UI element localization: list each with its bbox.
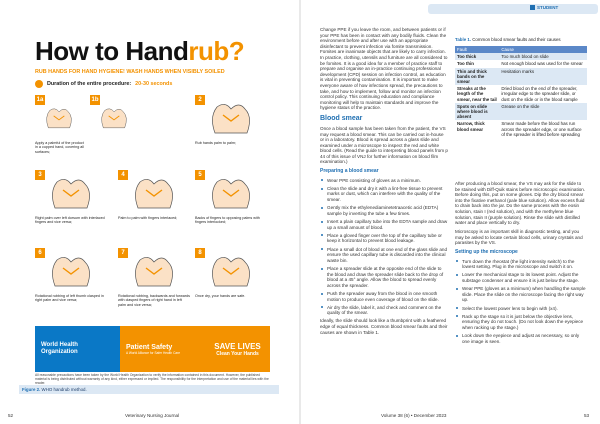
duration-line: [35, 80, 172, 88]
list-item: Insert a plain capillary tube into the EDTA sample and draw up a small amount of blood.: [320, 219, 448, 230]
body-paragraph: Microscopy is an important skill in diagnostic testing, and you may be asked to locate certain blood cells, urinary crystals and parasites by the VS.: [455, 229, 583, 246]
list-item: Air dry the slide, label it, and check and comment on the quality of the smear.: [320, 305, 448, 316]
step-number: 4: [118, 170, 128, 180]
list-item: Place a spreader slide at the opposite end of the slide to the blood and draw the spreader slide back to the drop of blood at a 45° angle. Allow the blood to spread evenly across the spreader.: [320, 266, 448, 288]
microscope-heading: Setting up the microscope: [455, 249, 518, 256]
step-number: 6: [35, 248, 45, 258]
step-caption: Rotational rubbing, backwards and forwards with clasped fingers of right hand in left palm and vice versa;: [118, 294, 190, 307]
section-tab: [428, 4, 598, 14]
blood-smear-intro: Once a blood sample has been taken from the patient, the VS may request a blood smear. This can be carried out in-house or in a laboratory. Blood is spread across a glass slide and examined under a microscope to inspect the red and white blood cells. (Read the guide to interpreting blood panels from p 44 of this issue of VNJ for further information on blood film examination.): [320, 125, 448, 165]
cause-cell: Smear made before the blood has run across the spreader edge, or one surface of the spreader is lifted before spreading: [499, 120, 587, 138]
hand-illustration-icon: [118, 170, 190, 215]
cause-cell: Hesitation marks: [499, 68, 587, 86]
list-item: Place a small dot of blood at one end of the glass slide and ensure the used capillary tube is discarded into the clinical waste bin.: [320, 247, 448, 264]
hand-illustration-icon: [35, 248, 107, 293]
step-number: 1b: [91, 97, 99, 103]
list-item: Wear PPE consisting of gloves as a minimum.: [320, 178, 448, 184]
figure-caption: [19, 385, 279, 394]
table-header-cell: Cause: [499, 46, 587, 53]
fault-cell: Too thin: [455, 60, 499, 67]
cause-cell: Too much blood on slide: [499, 53, 587, 60]
step-caption: Rotational rubbing of left thumb clasped in right palm and vice versa;: [35, 294, 104, 303]
who-banner: [35, 326, 270, 372]
step-number: 2: [195, 95, 205, 105]
list-item: Lower the mechanical stage to its lowest point. Adjust the substage condenser and ensure it is just below the stage.: [455, 272, 587, 283]
step-caption: Rub hands palm to palm;: [195, 141, 236, 145]
right-page-number: 53: [584, 413, 590, 418]
handrub-step: [118, 248, 190, 307]
figure-caption-text: WHO handrub method.: [41, 387, 87, 392]
table-row: [455, 53, 587, 60]
blood-smear-heading: Blood smear: [320, 114, 363, 122]
hand-illustration-icon: [35, 95, 83, 140]
step-number: 5: [195, 170, 205, 180]
table-row: [455, 68, 587, 86]
step-number: 1a: [36, 97, 44, 103]
step-caption: Right palm over left dorsum with interlaced fingers and vice versa;: [35, 216, 105, 225]
cause-cell: Grease on the slide: [499, 103, 587, 121]
blood-smear-faults-table: [455, 46, 587, 138]
step-caption: Backs of fingers to opposing palms with fingers interlocked;: [195, 216, 260, 225]
table-header-row: [455, 46, 587, 53]
duration-value: 20-30 seconds: [135, 81, 173, 87]
step-caption: Apply a palmful of the product in a cupped hand, covering all surfaces;: [35, 141, 84, 154]
body-paragraph: Change PPE if you leave the room, and between patients or if your PPE has been in contact with any bodily fluids. Clean the environment before and after use with an appropriate disinfectant to prevent infection via fomite transmission. Fomites are inanimate objects that are likely to carry infection. In practice, clothing, utensils and furniture are all considered to be fomites. It is a good idea for a member of practice staff to prepare and organise an in-practice continuing professional development (CPD) session on infection control, as education is vital in preventing contamination. It is important to make everyone aware of how infections spread, the precautions to take, and how to implement, follow and monitor an infection control policy. This continuing education and compliance monitoring will help to maintain standards and improve the hygiene status of the practice.: [320, 27, 448, 111]
step-caption: Palm to palm with fingers interlaced;: [118, 216, 178, 220]
table-caption-title: Common blood smear faults and their causes: [472, 37, 561, 42]
left-page: [0, 0, 299, 424]
step-number: 7: [118, 248, 128, 258]
student-icon: [530, 5, 535, 10]
closing-paragraph: Ideally, the slide should look like a thumbprint with a feathered edge of equal thickness. Common blood smear faults and their causes are shown in Table 1.: [320, 318, 448, 335]
student-label: STUDENT: [537, 5, 559, 10]
list-item: Turn down the rheostat (the light intensity switch) to the lowest setting. Plug in the microscope and switch it on.: [455, 259, 587, 270]
handrub-step: [35, 95, 87, 154]
hand-illustration-icon: [90, 95, 138, 140]
right-folio-date: Volume 38 (6) • December 2023: [381, 413, 447, 418]
step-number: 3: [35, 170, 45, 180]
cause-cell: Dried blood on the end of the spreader, irregular edge to the spreader slide, or dust on the slide or in the blood sample: [499, 85, 587, 103]
table-row: [455, 60, 587, 67]
handrub-step: [118, 170, 190, 220]
left-journal-name: Veterinary Nursing Journal: [125, 413, 180, 418]
fault-cell: Thin and thick bands on the smear: [455, 68, 499, 86]
left-page-number: 52: [8, 413, 14, 418]
preparing-heading: Preparing a blood smear: [320, 168, 379, 175]
figure-caption-label: Figure 2.: [22, 387, 41, 392]
fault-cell: Narrow, thick blood smear: [455, 120, 499, 138]
hand-illustration-icon: [35, 170, 107, 215]
preparing-steps-list: [320, 178, 448, 316]
poster-title-accent: rub?: [188, 36, 245, 66]
list-item: Clean the slide and dry it with a lint-free tissue to prevent marks or dust, which can interfere with the quality of the smear.: [320, 186, 448, 203]
list-item: Select the lowest power lens to begin with (x4).: [455, 306, 587, 312]
step-caption: Once dry, your hands are safe.: [195, 294, 246, 298]
hand-illustration-icon: [118, 248, 190, 293]
who-logo-text: World Health Organization: [35, 326, 120, 372]
left-text-column: [320, 27, 448, 339]
patient-safety-subtitle: A World Alliance for Safer Health Care: [126, 350, 180, 355]
clean-hands-subtitle: Clean Your Hands: [216, 350, 259, 357]
step-number: 8: [195, 248, 205, 258]
handrub-step: [35, 248, 107, 303]
right-text-column: [455, 181, 587, 347]
table-caption-label: Table 1.: [455, 37, 472, 42]
clock-icon: [35, 80, 43, 88]
hand-illustration-icon: [195, 248, 267, 293]
table-header-cell: Fault: [455, 46, 499, 53]
list-item: Gently mix the ethylenediaminetetraacetic acid (EDTA) sample by inverting the tube a few times.: [320, 205, 448, 216]
handrub-step: [195, 248, 267, 298]
table-row: [455, 103, 587, 121]
save-lives-title: SAVE LIVES: [214, 341, 261, 351]
handrub-step: [195, 170, 267, 225]
poster-fine-print: All reasonable precautions have been taken by the World Health Organization to verify the information contained in this document. However, the published material is being distributed without warranty of any kind, either expressed or implied. The responsibility for the interpretation and use of the material lies with the reader.: [35, 373, 269, 385]
poster-title: [35, 36, 244, 67]
patient-safety-block: [120, 326, 205, 372]
hand-illustration-icon: [195, 170, 267, 215]
table-row: [455, 120, 587, 138]
poster-title-main: How to Hand: [35, 36, 189, 66]
section-tab-label: [530, 5, 558, 10]
fault-cell: Spots on slide where blood is absent: [455, 103, 499, 121]
fault-cell: Streaks at the length of the smear, near the tail: [455, 85, 499, 103]
body-paragraph: After producing a blood smear, the VS may ask for the slide to be stained with Diff-Quik stains before microscopic examination. Before doing this, put on some gloves. Dip the dry blood smear into the fixative methanol (pale blue solution). Allow excess fluid to drain back into the jar. Do the same process with the eosin solution, stain I (red solution), and with the methylene blue solution, stain II (purple solution). Rinse the slide with distilled water and place vertically to dry.: [455, 181, 586, 226]
cause-cell: Not enough blood was used for the smear: [499, 60, 587, 67]
patient-safety-title: Patient Safety: [126, 343, 173, 351]
table-caption: [455, 37, 587, 42]
handrub-step: [90, 95, 140, 141]
list-item: Wear PPE (gloves as a minimum) when handling the sample slide. Place the slide on the microscope facing the right way up.: [455, 286, 587, 303]
list-item: Rack up the stage so it is just below the objective lens, ensuring they do not touch. (Do not look down the eyepiece when racking up the stage.): [455, 314, 587, 331]
duration-label: Duration of the entire procedure:: [47, 81, 132, 87]
microscope-steps-list: [455, 259, 587, 345]
list-item: Look down the eyepiece and adjust as necessary, so only one image is seen.: [455, 333, 587, 344]
fault-cell: Too thick: [455, 53, 499, 60]
list-item: Push the spreader away from the blood in one smooth motion to produce even coverage of blood on the slide.: [320, 291, 448, 302]
poster-subtitle: RUB HANDS FOR HAND HYGIENE! WASH HANDS WHEN VISIBLY SOILED: [35, 69, 225, 75]
list-item: Place a gloved finger over the top of the capillary tube or keep it horizontal to prevent blood leakage.: [320, 233, 448, 244]
save-lives-block: [205, 326, 270, 372]
hand-illustration-icon: [195, 95, 267, 140]
table-row: [455, 85, 587, 103]
handrub-step: [195, 95, 267, 145]
handrub-step: [35, 170, 107, 225]
